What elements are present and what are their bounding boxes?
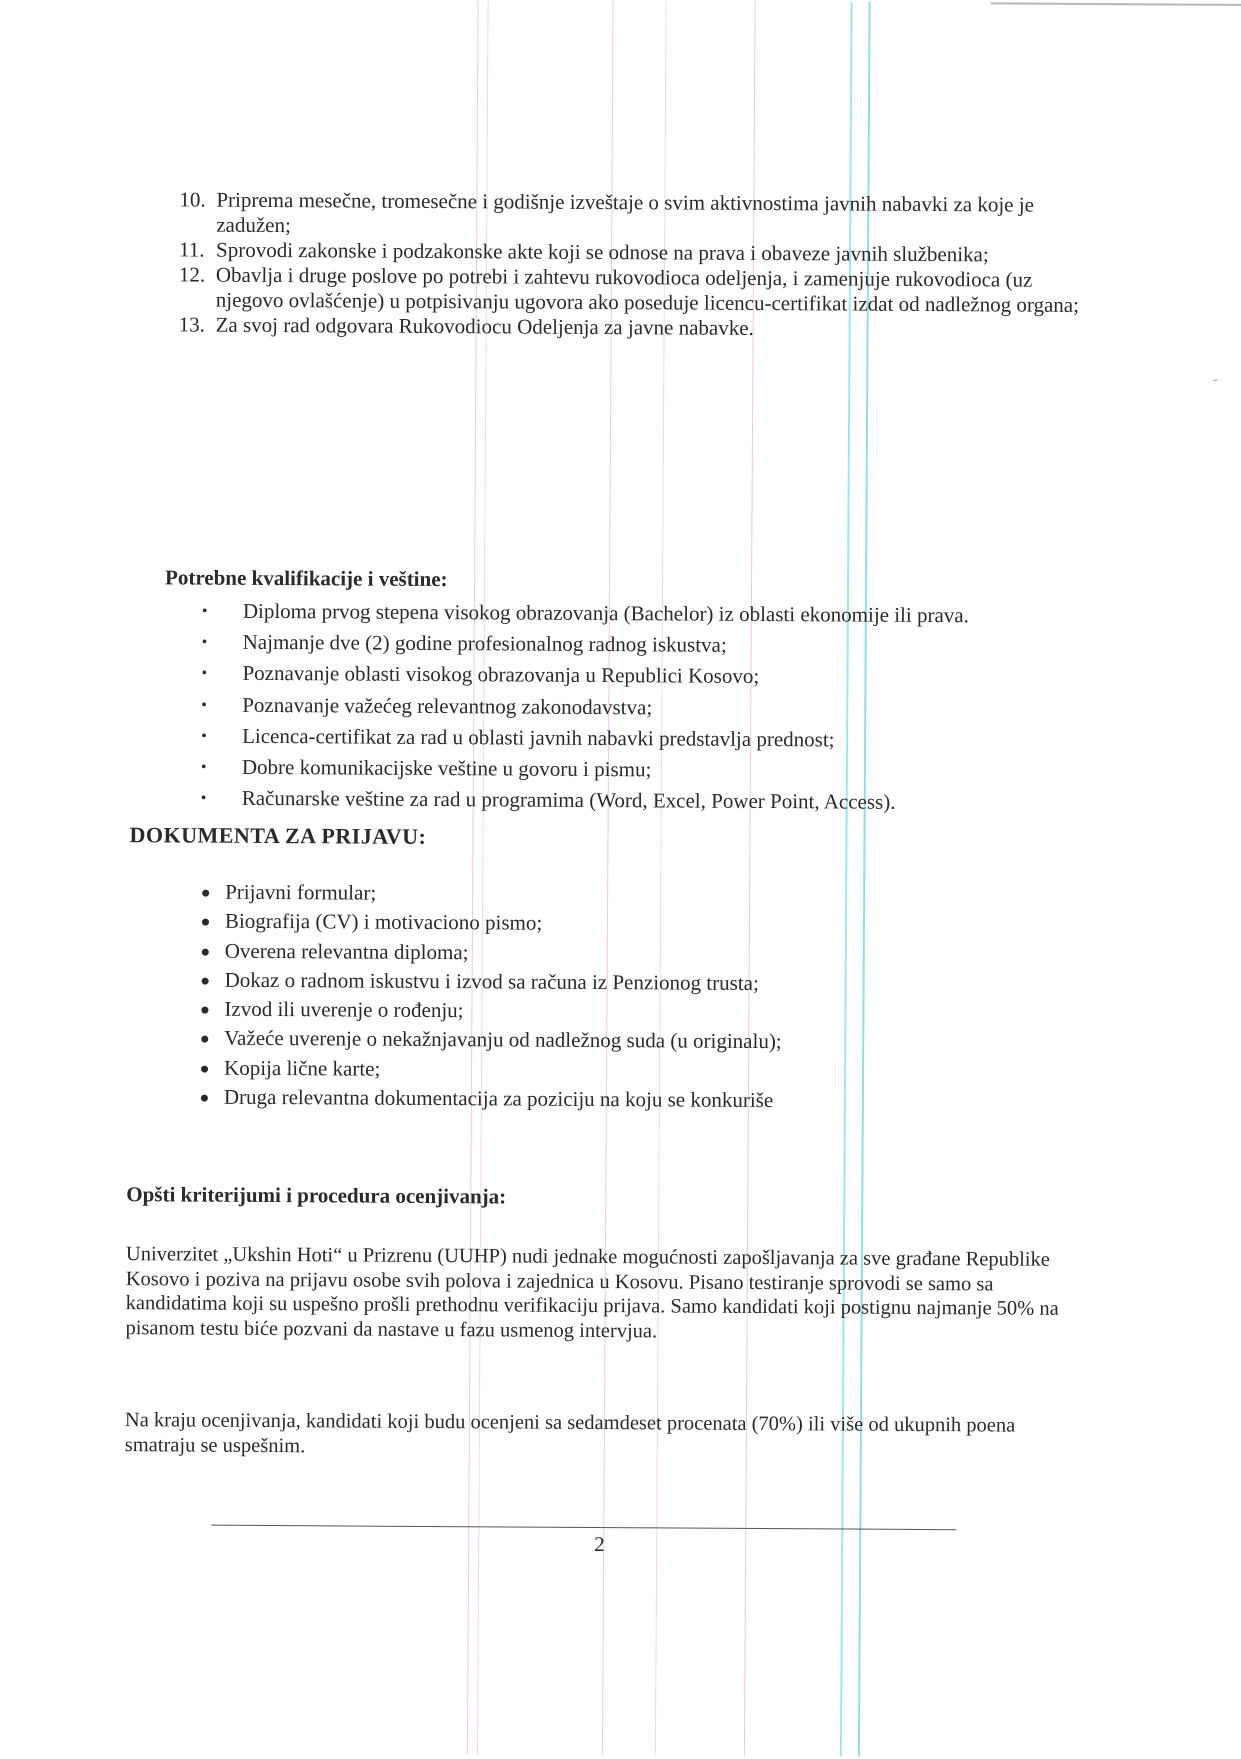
qualification-item: • Licenca-certifikat za rad u oblasti javnih nabavki predstavlja prednost; xyxy=(201,720,1101,757)
duty-number: 10. xyxy=(179,187,206,212)
document-item: Biografija (CV) i motivaciono pismo; xyxy=(200,907,1100,942)
duty-number: 13. xyxy=(178,312,205,337)
qualification-item: • Računarske veštine za rad u programima (Word, Excel, Power Point, Access). xyxy=(201,783,1101,820)
duties-list xyxy=(179,187,1100,343)
qualifications-list xyxy=(201,596,1102,820)
duty-text: Priprema mesečne, tromesečne i godišnje izveštaje o svim aktivnostima javnih nabavki za koje je zadužen; xyxy=(216,187,1035,238)
duty-number: 12. xyxy=(178,262,206,287)
duty-item xyxy=(179,312,1099,343)
document-item: Prijavni formular; xyxy=(200,878,1100,913)
qualification-item: • Najmanje dve (2) godine profesionalnog radnog iskustva; xyxy=(202,627,1102,664)
scan-edge xyxy=(991,2,1241,6)
footer-divider xyxy=(211,1525,956,1531)
document-item: Izvod ili uverenje o rođenju; xyxy=(199,995,1099,1030)
document-item: Dokaz o radnom iskustvu i izvod sa računa iz Penzionog trusta; xyxy=(200,965,1100,1000)
page-number: 2 xyxy=(594,1531,605,1557)
qualification-item: • Diploma prvog stepena visokog obrazovanja (Bachelor) iz oblasti ekonomije ili prava. xyxy=(202,596,1102,633)
documents-list xyxy=(199,878,1100,1118)
criteria-paragraph: Na kraju ocenjivanja, kandidati koji budu ocenjeni sa sedamdeset procenata (70%) ili više od ukupnih poena smatraju se uspešnim. xyxy=(124,1409,1016,1457)
document-item: Overena relevantna diploma; xyxy=(200,936,1100,971)
criteria-paragraph: Univerzitet „Ukshin Hoti“ u Prizrenu (UUHP) nudi jednake mogućnosti zapošljavanja za sve građane Republike Kosovo i poziva na prijavu osobe svih polova i zajednica u Kosovu. Pisano testiranje sprovodi se samo sa kandidatima koji su uspešno prošli prethodnu verifikaciju prijava. Samo kandidati koji postignu najmanje 50% na pisanom testu biće pozvani da nastave u fazu usmenog intervjua. xyxy=(125,1243,1059,1342)
document-item: Druga relevantna dokumentacija za poziciju na koju se konkuriše xyxy=(199,1083,1099,1118)
duty-item xyxy=(179,187,1099,243)
qualification-item: • Dobre komunikacijske veštine u govoru i pismu; xyxy=(201,752,1101,789)
document-item: Kopija lične karte; xyxy=(199,1053,1099,1088)
duty-text: Obavlja i druge poslove po potrebi i zahtevu rukovodioca odeljenja, i zamenjuje rukovodioca (uz njegovo ovlašćenje) u potpisivanju ugovora ako poseduje licencu-certifikat izdat od nadležnog organa; xyxy=(215,262,1080,317)
qualification-item: • Poznavanje važećeg relevantnog zakonodavstva; xyxy=(201,689,1101,726)
documents-heading: DOKUMENTA ZA PRIJAVU: xyxy=(129,822,427,849)
qualifications-heading: Potrebne kvalifikacije i veštine: xyxy=(165,565,448,592)
scan-mark xyxy=(1213,380,1217,381)
duty-text: Sprovodi zakonske i podzakonske akte koji se odnose na prava i obaveze javnih službenika; xyxy=(216,237,989,267)
qualification-item: • Poznavanje oblasti visokog obrazovanja u Republici Kosovo; xyxy=(201,658,1101,695)
duty-text: Za svoj rad odgovara Rukovodiocu Odeljenja za javne nabavke. xyxy=(215,312,754,340)
duty-item xyxy=(179,262,1099,318)
document-item: Važeće uverenje o nekažnjavanju od nadležnog suda (u originalu); xyxy=(199,1024,1099,1059)
duty-number: 11. xyxy=(179,237,205,262)
criteria-heading: Opšti kriterijumi i procedura ocenjivanja: xyxy=(126,1182,507,1209)
